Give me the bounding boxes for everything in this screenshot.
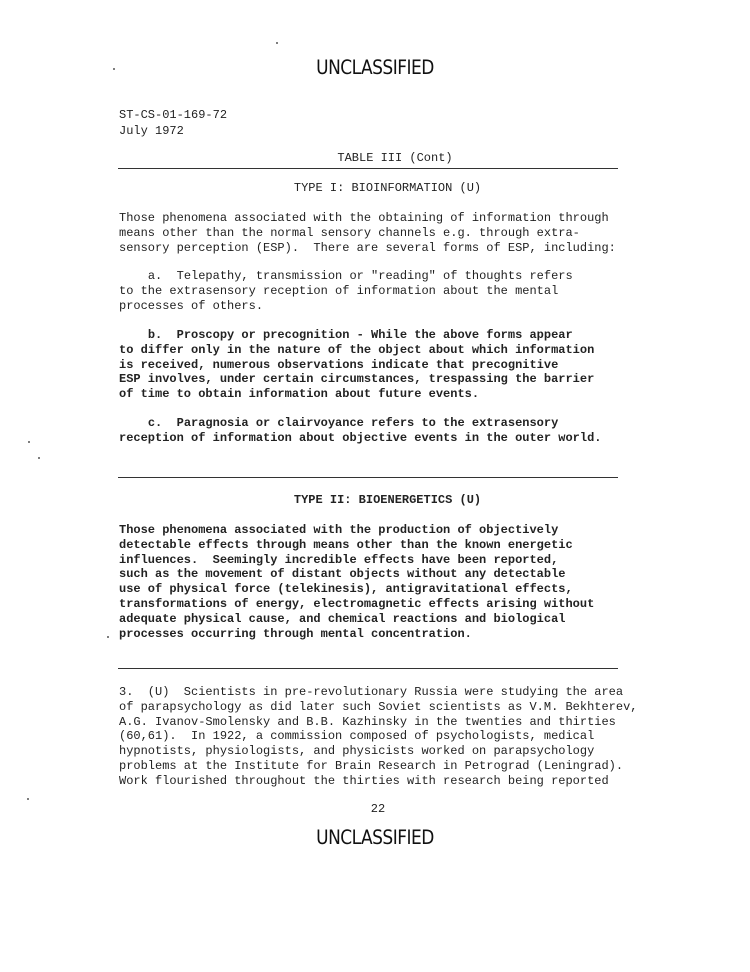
section-heading-type-1: TYPE I: BIOINFORMATION (U) bbox=[293, 181, 482, 195]
scan-speck bbox=[107, 636, 109, 638]
scan-speck bbox=[276, 42, 278, 44]
section-heading-type-2: TYPE II: BIOENERGETICS (U) bbox=[293, 493, 482, 507]
divider-rule bbox=[118, 168, 618, 169]
document-date: July 1972 bbox=[119, 124, 184, 138]
scan-speck bbox=[38, 457, 40, 459]
scan-speck bbox=[28, 441, 30, 443]
section-2-intro: Those phenomena associated with the production of objectively detectable effects through means other than the known energetic influences. Seemingly incredible effects have been reported, such as the movement of distant objects without any detectable use of physical force (telekinesis), antigravitational effects, transformations of energy, electromagnetic effects arising without adequate physical cause, and chemical reactions and biological processes occurring through mental concentration. bbox=[119, 523, 595, 641]
section-1-item-a: a. Telepathy, transmission or "reading" of thoughts refers to the extrasensory reception of information about the mental processes of others. bbox=[119, 269, 573, 313]
header-classification-stamp: UNCLASSIFIED bbox=[316, 56, 434, 80]
section-1-intro: Those phenomena associated with the obtaining of information through means other than the normal sensory channels e.g. through extra- sensory perception (ESP). There are several forms of ESP, including: bbox=[119, 211, 616, 255]
paragraph-3: 3. (U) Scientists in pre-revolutionary Russia were studying the area of parapsychology as did later such Soviet scientists as V.M. Bekhterev, A.G. Ivanov-Smolensky and B.B. Kazhinsky in the twenties and thirties (60,61). In 1922, a commission composed of psychologists, medical hypnotists, physiologists, and physicists worked on parapsychology problems at the Institute for Brain Research in Petrograd (Leningrad). Work flourished throughout the thirties with research being reported bbox=[119, 685, 638, 788]
page-number: 22 bbox=[370, 802, 386, 816]
section-1-item-c: c. Paragnosia or clairvoyance refers to the extrasensory reception of information about objective events in the outer world. bbox=[119, 416, 602, 445]
divider-rule bbox=[118, 477, 618, 478]
divider-rule bbox=[118, 668, 618, 669]
table-caption: TABLE III (Cont) bbox=[337, 151, 453, 165]
scan-speck bbox=[113, 68, 115, 70]
section-1-item-b: b. Proscopy or precognition - While the above forms appear to differ only in the nature of the object about which information is received, numerous observations indicate that precognitive ESP involves, under certain circumstances, trespassing the barrier of time to obtain information about future events. bbox=[119, 328, 595, 402]
footer-classification-stamp: UNCLASSIFIED bbox=[316, 826, 434, 850]
scan-speck bbox=[27, 798, 29, 800]
document-id: ST-CS-01-169-72 bbox=[119, 108, 228, 122]
